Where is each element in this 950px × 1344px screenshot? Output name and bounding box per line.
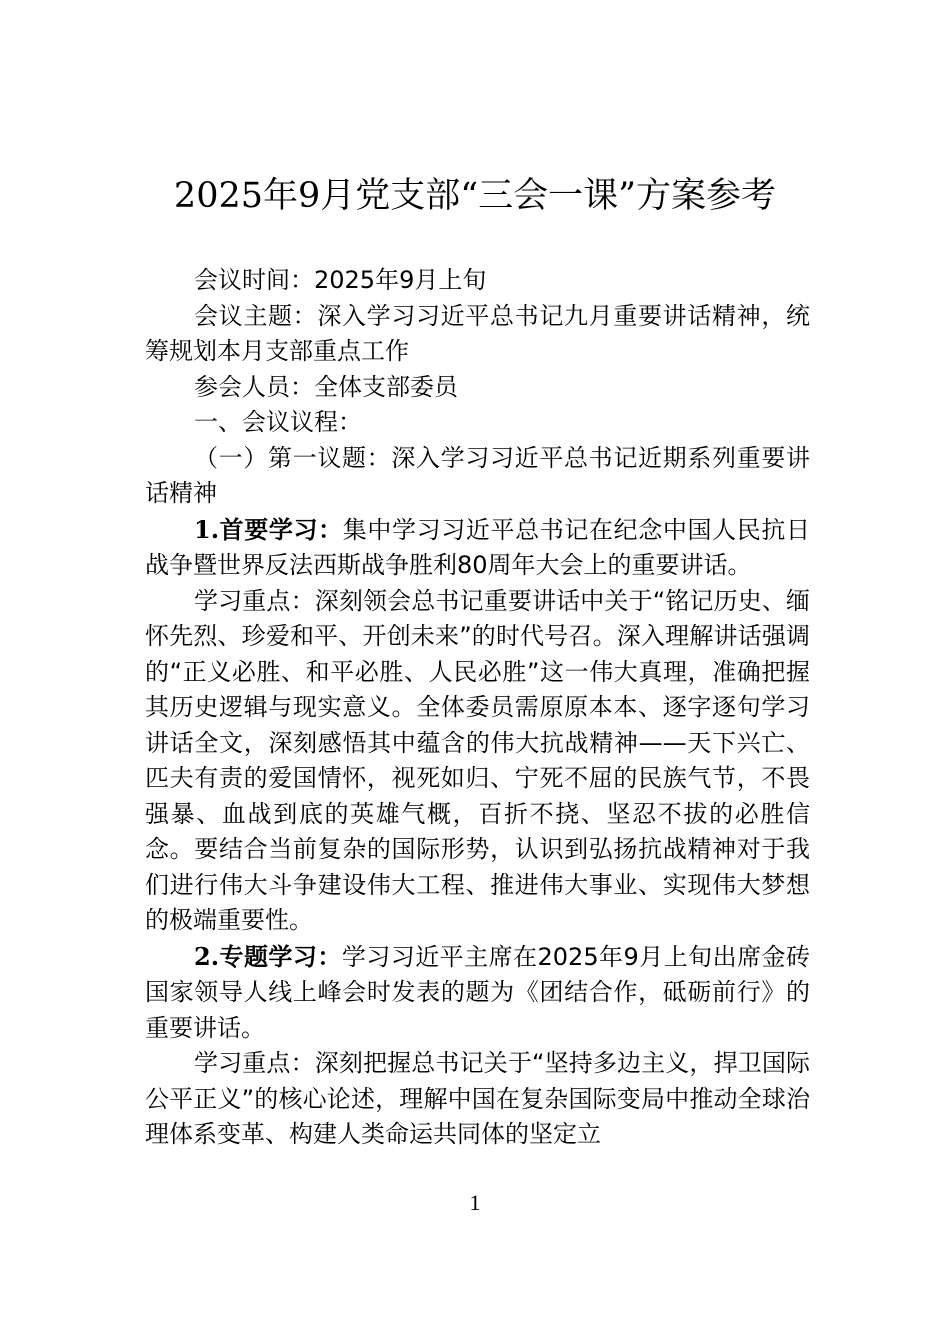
attendees-value: 全体支部委员 [314,372,458,401]
item2-paragraph [145,939,810,1047]
attendees-label: 参会人员： [194,372,314,401]
item1-text: 集中学习习近平总书记在纪念中国人民抗日战争暨世界反法西斯战争胜利80周年大会上的重要讲话。 [145,515,810,579]
meeting-topic-value: 深入学习习近平总书记九月重要讲话精神，统筹规划本月支部重点工作 [145,301,811,365]
item1-label: 1.首要学习： [194,514,343,544]
document-body [145,263,810,1153]
item2-focus-paragraph: 学习重点：深刻把握总书记关于“坚持多边主义，捍卫国际公平正义”的核心论述，理解中国在复杂国际变局中推动全球治理体系变革、构建人类命运共同体的坚定立 [145,1049,810,1148]
item2-text: 学习习近平主席在2025年9月上旬出席金砖国家领导人线上峰会时发表的题为《团结合作，砥砺前行》的重要讲话。 [145,942,810,1042]
subsection-heading: （一）第一议题：深入学习习近平总书记近期系列重要讲话精神 [145,443,810,507]
document-title: 2025年9月党支部“三会一课”方案参考 [173,176,777,216]
meeting-time-value: 2025年9月上旬 [314,266,487,294]
item1-paragraph [145,512,810,584]
meeting-time-label: 会议时间： [194,266,314,294]
item1-focus-paragraph: 学习重点：深刻领会总书记重要讲话中关于“铭记历史、缅怀先烈、珍爱和平、开创未来”的时代号召。深入理解讲话强调的“正义必胜、和平必胜、人民必胜”这一伟大真理，准确把握其历史逻辑与现实意义。全体委员需原原本本、逐字逐句学习讲话全文，深刻感悟其中蕴含的伟大抗战精神——天下兴亡、匹夫有责的爱国情怀，视死如归、宁死不屈的民族气节，不畏强暴、血战到底的英雄气概，百折不挠、坚忍不拔的必胜信念。要结合当前复杂的国际形势，认识到弘扬抗战精神对于我们进行伟大斗争建设伟大工程、推进伟大事业、实现伟大梦想的极端重要性。 [145,586,810,934]
attendees-line [145,370,810,406]
item2-label: 2.专题学习： [194,941,342,971]
section-heading: 一、会议议程： [194,408,362,436]
meeting-topic-line [145,299,810,370]
meeting-topic-label: 会议主题： [194,301,318,330]
page-number: 1 [469,1190,481,1215]
meeting-time-line [145,263,810,299]
